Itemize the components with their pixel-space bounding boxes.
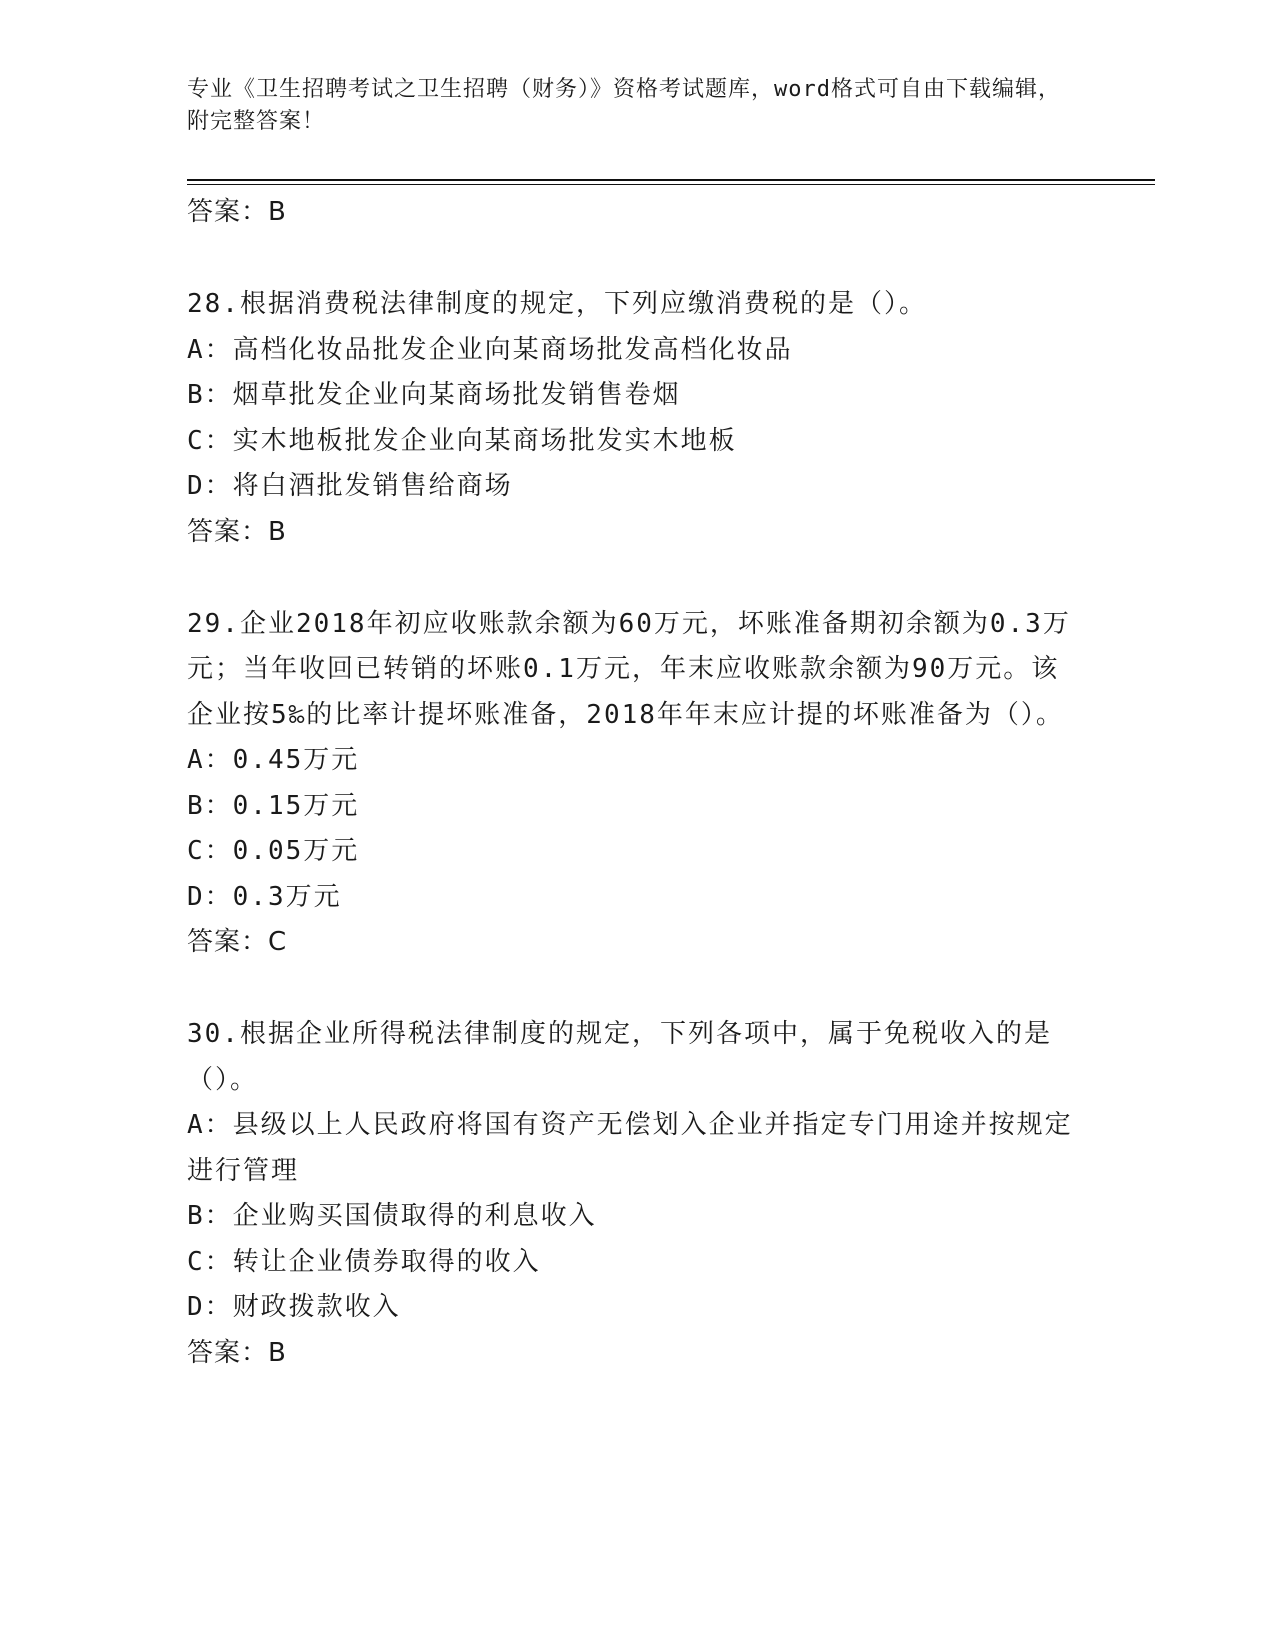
header-rule-thin (187, 184, 1155, 185)
option-d: D：0.3万元 (187, 881, 342, 912)
question-stem: 28.根据消费税法律制度的规定，下列应缴消费税的是（）。 (187, 289, 927, 319)
answer-text: 答案：B (187, 1337, 287, 1368)
option-c: C：转让企业债券取得的收入 (187, 1246, 541, 1277)
spacer (187, 234, 1087, 282)
spacer (187, 554, 1087, 602)
page-header: 专业《卫生招聘考试之卫生招聘（财务）》资格考试题库，word格式可自由下载编辑，附完整答案！ (187, 77, 1061, 134)
answer-text: 答案：B (187, 197, 287, 227)
question-stem: 30.根据企业所得税法律制度的规定，下列各项中，属于免税收入的是（）。 (187, 1019, 1052, 1095)
option-b: B：企业购买国债取得的利息收入 (187, 1201, 597, 1231)
option-a: A：县级以上人民政府将国有资产无偿划入企业并指定专门用途并按规定进行管理 (187, 1110, 1073, 1186)
spacer (187, 964, 1087, 1012)
option-d: D：将白酒批发销售给商场 (187, 471, 513, 501)
question-stem: 29.企业2018年初应收账款余额为60万元，坏账准备期初余额为0.3万元；当年收回已转销的坏账0.1万元，年末应收账款余额为90万元。该企业按5‰的比率计提坏账准备，2018年年末应计提的坏账准备为（）。 (187, 608, 1071, 730)
answer-text: 答案：C (187, 927, 288, 957)
option-b: B：烟草批发企业向某商场批发销售卷烟 (187, 380, 681, 410)
option-a: A：0.45万元 (187, 745, 360, 775)
option-a: A：高档化妆品批发企业向某商场批发高档化妆品 (187, 334, 793, 365)
option-b: B：0.15万元 (187, 790, 360, 821)
option-c: C：0.05万元 (187, 836, 360, 866)
answer-text: 答案：B (187, 516, 287, 547)
header-rule-thick (187, 179, 1155, 181)
question-list (187, 190, 1087, 1375)
option-c: C：实木地板批发企业向某商场批发实木地板 (187, 425, 737, 456)
option-d: D：财政拨款收入 (187, 1292, 401, 1322)
